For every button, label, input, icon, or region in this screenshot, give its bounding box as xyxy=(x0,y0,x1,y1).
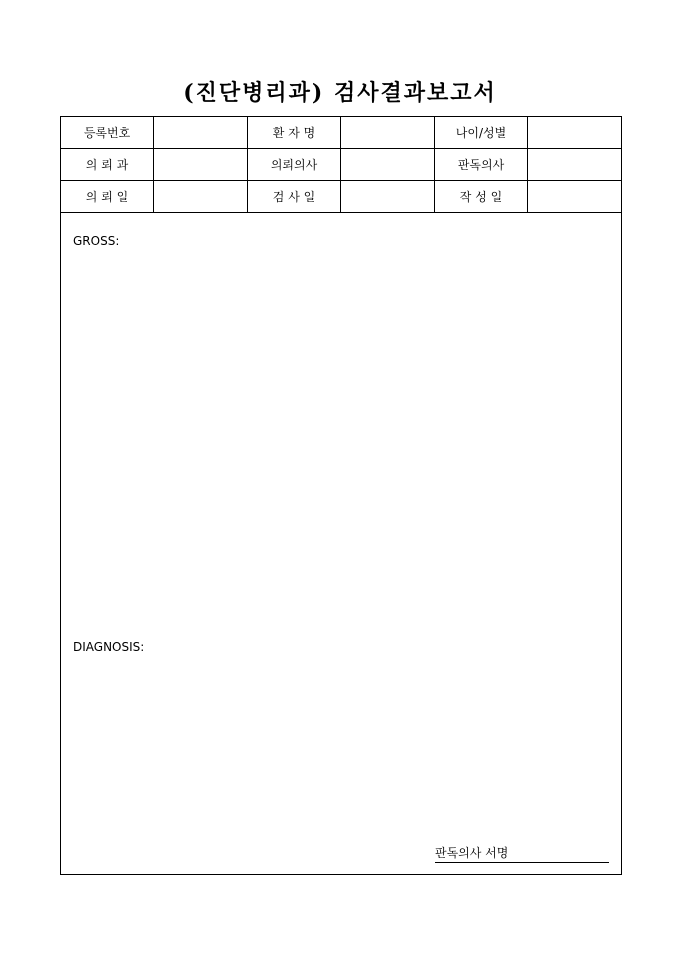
patient-name-value[interactable] xyxy=(341,117,435,149)
request-date-value[interactable] xyxy=(154,181,248,213)
reading-physician-label: 판독의사 xyxy=(435,149,528,181)
patient-name-label: 환 자 명 xyxy=(248,117,341,149)
registration-number-value[interactable] xyxy=(154,117,248,149)
exam-date-value[interactable] xyxy=(341,181,435,213)
report-title: (진단병리과) 검사결과보고서 xyxy=(183,80,497,106)
signature-line[interactable]: 판독의사 서명 xyxy=(435,844,609,863)
requesting-physician-label: 의뢰의사 xyxy=(248,149,341,181)
report-date-value[interactable] xyxy=(528,181,622,213)
requesting-department-value[interactable] xyxy=(154,149,248,181)
age-sex-value[interactable] xyxy=(528,117,622,149)
table-row xyxy=(61,181,622,213)
request-date-label: 의 뢰 일 xyxy=(61,181,154,213)
report-date-label: 작 성 일 xyxy=(435,181,528,213)
requesting-department-label: 의 뢰 과 xyxy=(61,149,154,181)
registration-number-label: 등록번호 xyxy=(61,117,154,149)
reading-physician-value[interactable] xyxy=(528,149,622,181)
report-body[interactable] xyxy=(60,212,622,875)
patient-info-table xyxy=(60,116,622,213)
age-sex-label: 나이/성별 xyxy=(435,117,528,149)
requesting-physician-value[interactable] xyxy=(341,149,435,181)
table-row xyxy=(61,117,622,149)
gross-label: GROSS: xyxy=(73,234,120,248)
diagnosis-label: DIAGNOSIS: xyxy=(73,640,145,654)
exam-date-label: 검 사 일 xyxy=(248,181,341,213)
table-row xyxy=(61,149,622,181)
